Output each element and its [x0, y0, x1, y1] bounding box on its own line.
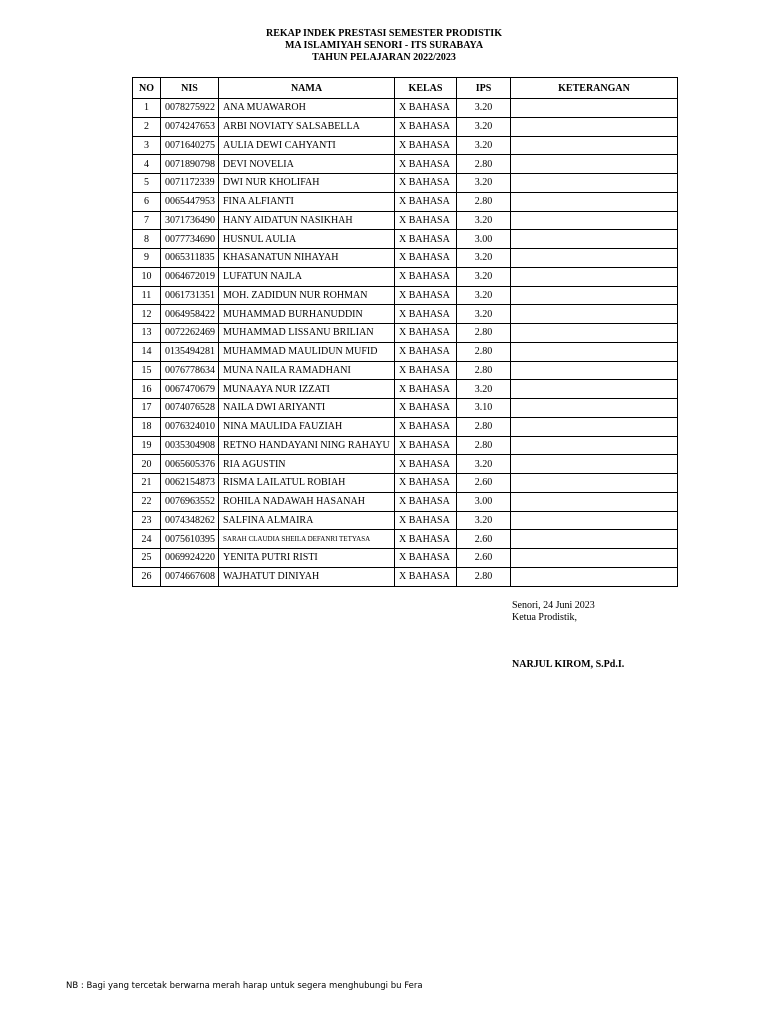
col-header-nama: NAMA: [219, 78, 395, 99]
table-row: [133, 155, 678, 174]
cell-ips: 2.80: [457, 417, 511, 436]
cell-keterangan: [511, 174, 678, 193]
cell-nama: MUNAAYA NUR IZZATI: [219, 380, 395, 399]
cell-nama: MOH. ZADIDUN NUR ROHMAN: [219, 286, 395, 305]
cell-no: 13: [133, 324, 161, 343]
cell-keterangan: [511, 286, 678, 305]
cell-no: 12: [133, 305, 161, 324]
cell-ips: 3.20: [457, 286, 511, 305]
cell-no: 24: [133, 530, 161, 549]
cell-keterangan: [511, 99, 678, 118]
cell-nama: FINA ALFIANTI: [219, 192, 395, 211]
cell-keterangan: [511, 455, 678, 474]
cell-keterangan: [511, 380, 678, 399]
cell-kelas: X BAHASA: [395, 305, 457, 324]
cell-nama: MUHAMMAD MAULIDUN MUFID: [219, 342, 395, 361]
cell-no: 2: [133, 117, 161, 136]
table-row: [133, 267, 678, 286]
cell-nis: 0076324010: [161, 417, 219, 436]
cell-no: 22: [133, 492, 161, 511]
cell-nama: YENITA PUTRI RISTI: [219, 549, 395, 568]
cell-kelas: X BAHASA: [395, 174, 457, 193]
table-row: [133, 324, 678, 343]
cell-nama: MUHAMMAD BURHANUDDIN: [219, 305, 395, 324]
cell-keterangan: [511, 155, 678, 174]
table-row: [133, 567, 678, 586]
cell-keterangan: [511, 567, 678, 586]
cell-nis: 0072262469: [161, 324, 219, 343]
cell-nis: 0076963552: [161, 492, 219, 511]
table-row: [133, 455, 678, 474]
cell-ips: 2.80: [457, 567, 511, 586]
cell-ips: 3.20: [457, 380, 511, 399]
cell-ips: 2.80: [457, 155, 511, 174]
cell-ips: 2.60: [457, 530, 511, 549]
cell-keterangan: [511, 136, 678, 155]
cell-no: 8: [133, 230, 161, 249]
cell-ips: 3.00: [457, 492, 511, 511]
table-row: [133, 286, 678, 305]
cell-ips: 3.20: [457, 211, 511, 230]
table-row: [133, 549, 678, 568]
col-header-keterangan: KETERANGAN: [511, 78, 678, 99]
cell-nama: MUNA NAILA RAMADHANI: [219, 361, 395, 380]
table-row: [133, 399, 678, 418]
table-row: [133, 530, 678, 549]
cell-kelas: X BAHASA: [395, 324, 457, 343]
cell-keterangan: [511, 436, 678, 455]
cell-nis: 0074247653: [161, 117, 219, 136]
cell-nis: 0075610395: [161, 530, 219, 549]
cell-kelas: X BAHASA: [395, 230, 457, 249]
cell-kelas: X BAHASA: [395, 192, 457, 211]
table-row: [133, 417, 678, 436]
cell-kelas: X BAHASA: [395, 567, 457, 586]
table-row: [133, 249, 678, 268]
signature-place-date: Senori, 24 Juni 2023: [512, 600, 595, 611]
cell-nis: 0135494281: [161, 342, 219, 361]
cell-kelas: X BAHASA: [395, 399, 457, 418]
cell-no: 17: [133, 399, 161, 418]
title-line-1: REKAP INDEK PRESTASI SEMESTER PRODISTIK: [266, 28, 502, 39]
col-header-ips: IPS: [457, 78, 511, 99]
col-header-no: NO: [133, 78, 161, 99]
cell-nis: 0064958422: [161, 305, 219, 324]
cell-nis: 0074667608: [161, 567, 219, 586]
cell-ips: 2.80: [457, 192, 511, 211]
cell-no: 16: [133, 380, 161, 399]
cell-keterangan: [511, 511, 678, 530]
cell-nama: HANY AIDATUN NASIKHAH: [219, 211, 395, 230]
table-row: [133, 342, 678, 361]
cell-nis: 0067470679: [161, 380, 219, 399]
cell-kelas: X BAHASA: [395, 211, 457, 230]
cell-keterangan: [511, 267, 678, 286]
cell-nis: 0071640275: [161, 136, 219, 155]
cell-kelas: X BAHASA: [395, 530, 457, 549]
cell-kelas: X BAHASA: [395, 436, 457, 455]
cell-keterangan: [511, 399, 678, 418]
grade-table: [132, 77, 678, 587]
table-row: [133, 305, 678, 324]
document-title: [0, 28, 768, 64]
cell-kelas: X BAHASA: [395, 511, 457, 530]
cell-nis: 0062154873: [161, 474, 219, 493]
title-line-3: TAHUN PELAJARAN 2022/2023: [312, 52, 456, 63]
cell-kelas: X BAHASA: [395, 417, 457, 436]
cell-nis: 0078275922: [161, 99, 219, 118]
cell-kelas: X BAHASA: [395, 474, 457, 493]
cell-nama: ROHILA NADAWAH HASANAH: [219, 492, 395, 511]
cell-no: 11: [133, 286, 161, 305]
cell-ips: 2.80: [457, 342, 511, 361]
cell-nis: 0035304908: [161, 436, 219, 455]
cell-no: 18: [133, 417, 161, 436]
cell-no: 21: [133, 474, 161, 493]
cell-keterangan: [511, 549, 678, 568]
table-row: [133, 474, 678, 493]
cell-no: 4: [133, 155, 161, 174]
table-row: [133, 192, 678, 211]
signature-name: NARJUL KIROM, S.Pd.I.: [512, 659, 625, 670]
cell-nis: 3071736490: [161, 211, 219, 230]
table-row: [133, 136, 678, 155]
cell-keterangan: [511, 324, 678, 343]
cell-nama: LUFATUN NAJLA: [219, 267, 395, 286]
cell-ips: 3.00: [457, 230, 511, 249]
cell-nama: KHASANATUN NIHAYAH: [219, 249, 395, 268]
cell-kelas: X BAHASA: [395, 136, 457, 155]
cell-nis: 0071172339: [161, 174, 219, 193]
cell-nis: 0061731351: [161, 286, 219, 305]
cell-no: 23: [133, 511, 161, 530]
cell-nis: 0065447953: [161, 192, 219, 211]
cell-ips: 2.80: [457, 436, 511, 455]
cell-kelas: X BAHASA: [395, 455, 457, 474]
cell-kelas: X BAHASA: [395, 342, 457, 361]
cell-nama: ANA MUAWAROH: [219, 99, 395, 118]
cell-no: 9: [133, 249, 161, 268]
cell-kelas: X BAHASA: [395, 286, 457, 305]
cell-no: 14: [133, 342, 161, 361]
cell-ips: 3.20: [457, 99, 511, 118]
cell-nama: AULIA DEWI CAHYANTI: [219, 136, 395, 155]
cell-keterangan: [511, 249, 678, 268]
cell-ips: 2.80: [457, 324, 511, 343]
cell-nama: RETNO HANDAYANI NING RAHAYU: [219, 436, 395, 455]
cell-ips: 3.20: [457, 117, 511, 136]
cell-nama: MUHAMMAD LISSANU BRILIAN: [219, 324, 395, 343]
footnote: NB : Bagi yang tercetak berwarna merah harap untuk segera menghubungi bu Fera: [66, 981, 423, 991]
cell-keterangan: [511, 361, 678, 380]
cell-ips: 3.20: [457, 136, 511, 155]
cell-nama: DEVI NOVELIA: [219, 155, 395, 174]
cell-no: 6: [133, 192, 161, 211]
cell-kelas: X BAHASA: [395, 249, 457, 268]
table-row: [133, 361, 678, 380]
cell-nis: 0065605376: [161, 455, 219, 474]
signature-role: Ketua Prodistik,: [512, 612, 577, 623]
cell-nama: DWI NUR KHOLIFAH: [219, 174, 395, 193]
cell-nis: 0074348262: [161, 511, 219, 530]
cell-ips: 2.80: [457, 361, 511, 380]
cell-nama: WAJHATUT DINIYAH: [219, 567, 395, 586]
cell-nis: 0077734690: [161, 230, 219, 249]
cell-nama: SARAH CLAUDIA SHEILA DEFANRI TETYASA: [219, 530, 395, 549]
cell-nis: 0064672019: [161, 267, 219, 286]
cell-keterangan: [511, 305, 678, 324]
cell-ips: 3.20: [457, 455, 511, 474]
cell-no: 15: [133, 361, 161, 380]
cell-nama: ARBI NOVIATY SALSABELLA: [219, 117, 395, 136]
cell-keterangan: [511, 474, 678, 493]
cell-kelas: X BAHASA: [395, 380, 457, 399]
table-row: [133, 492, 678, 511]
cell-nis: 0069924220: [161, 549, 219, 568]
cell-kelas: X BAHASA: [395, 361, 457, 380]
cell-kelas: X BAHASA: [395, 492, 457, 511]
cell-kelas: X BAHASA: [395, 549, 457, 568]
col-header-nis: NIS: [161, 78, 219, 99]
cell-nis: 0076778634: [161, 361, 219, 380]
cell-nis: 0074076528: [161, 399, 219, 418]
table-row: [133, 511, 678, 530]
cell-ips: 3.20: [457, 511, 511, 530]
cell-no: 5: [133, 174, 161, 193]
col-header-kelas: KELAS: [395, 78, 457, 99]
cell-kelas: X BAHASA: [395, 155, 457, 174]
cell-nama: RISMA LAILATUL ROBIAH: [219, 474, 395, 493]
cell-nis: 0065311835: [161, 249, 219, 268]
table-row: [133, 117, 678, 136]
cell-keterangan: [511, 192, 678, 211]
cell-ips: 3.20: [457, 249, 511, 268]
cell-ips: 2.60: [457, 474, 511, 493]
table-row: [133, 211, 678, 230]
table-row: [133, 380, 678, 399]
cell-keterangan: [511, 211, 678, 230]
table-row: [133, 436, 678, 455]
cell-no: 10: [133, 267, 161, 286]
cell-ips: 3.20: [457, 174, 511, 193]
cell-ips: 3.20: [457, 305, 511, 324]
cell-no: 20: [133, 455, 161, 474]
cell-nis: 0071890798: [161, 155, 219, 174]
cell-no: 3: [133, 136, 161, 155]
cell-keterangan: [511, 117, 678, 136]
cell-ips: 3.10: [457, 399, 511, 418]
cell-keterangan: [511, 492, 678, 511]
cell-keterangan: [511, 230, 678, 249]
title-line-2: MA ISLAMIYAH SENORI - ITS SURABAYA: [284, 40, 484, 51]
cell-no: 1: [133, 99, 161, 118]
table-header-row: [133, 78, 678, 99]
table-row: [133, 174, 678, 193]
cell-ips: 2.60: [457, 549, 511, 568]
cell-kelas: X BAHASA: [395, 99, 457, 118]
cell-kelas: X BAHASA: [395, 267, 457, 286]
cell-keterangan: [511, 530, 678, 549]
cell-no: 25: [133, 549, 161, 568]
cell-nama: SALFINA ALMAIRA: [219, 511, 395, 530]
cell-nama: NAILA DWI ARIYANTI: [219, 399, 395, 418]
table-row: [133, 99, 678, 118]
cell-nama: HUSNUL AULIA: [219, 230, 395, 249]
cell-ips: 3.20: [457, 267, 511, 286]
table-row: [133, 230, 678, 249]
cell-no: 7: [133, 211, 161, 230]
cell-no: 19: [133, 436, 161, 455]
cell-nama: NINA MAULIDA FAUZIAH: [219, 417, 395, 436]
cell-no: 26: [133, 567, 161, 586]
cell-keterangan: [511, 342, 678, 361]
cell-nama: RIA AGUSTIN: [219, 455, 395, 474]
cell-keterangan: [511, 417, 678, 436]
cell-kelas: X BAHASA: [395, 117, 457, 136]
